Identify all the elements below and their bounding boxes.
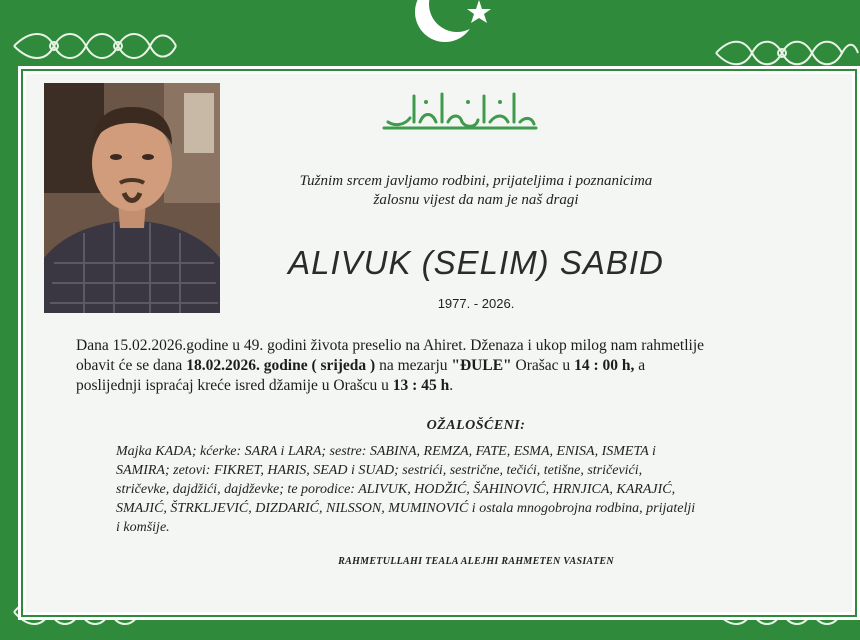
mourners-line: Majka KADA; kćerke: SARA i LARA; sestre: SABINA, REMZA, FATE, ESMA, ENISA, ISMETA i: [116, 444, 656, 459]
intro-text: [236, 172, 716, 210]
arabic-calligraphy-icon: [380, 88, 540, 134]
mourners-list: [116, 442, 822, 537]
funeral-date: 18.02.2026. godine ( srijeda ): [186, 357, 376, 374]
text-fragment: poslijednji ispraćaj kreće isred džamije u Orašcu u: [76, 377, 393, 394]
text-fragment: Orašac u: [511, 357, 575, 374]
crescent-star-icon: [405, 0, 515, 52]
corner-ornament-icon: [712, 36, 860, 70]
intro-line: Tužnim srcem javljamo rodbini, prijateljima i poznanicima: [299, 173, 653, 189]
mourners-line: SAMIRA; zetovi: FIKRET, HARIS, SEAD i SUAD; sestrići, sestrične, tečići, tetišne, stričevići,: [116, 463, 643, 478]
cemetery-name: "ĐULE": [451, 357, 512, 374]
text-fragment: obavit će se dana: [76, 357, 187, 374]
corner-ornament-icon: [10, 28, 180, 64]
announcement-text: [76, 336, 830, 396]
deceased-years: 1977. - 2026.: [437, 296, 515, 311]
portrait-photo: [44, 83, 220, 313]
mourners-line: SMAJIĆ, ŠTRKLJEVIĆ, DIZDARIĆ, NILSSON, MUMINOVIĆ i ostala mnogobrojna rodbina, prijatelji: [116, 501, 696, 516]
text-fragment: .: [449, 377, 454, 394]
announcement-line: [76, 356, 830, 376]
closing-prayer: RAHMETULLAHI TEALA ALEJHI RAHMETEN VASIATEN: [338, 556, 614, 567]
announcement-line: Dana 15.02.2026.godine u 49. godini života preselio na Ahiret. Dženaza i ukop milog nam rahmetlije: [76, 337, 705, 354]
mourners-line: stričevke, dajdžići, dajdževke; te porodice: ALIVUK, HODŽIĆ, ŠAHINOVIĆ, HRNJICA, KARAJIĆ,: [116, 482, 676, 497]
mourners-line: i komšije.: [116, 520, 170, 535]
deceased-name: ALIVUK (SELIM) SABID: [288, 244, 664, 281]
text-fragment: a: [634, 357, 646, 374]
funeral-time: 14 : 00 h,: [574, 357, 635, 374]
announcement-line: [76, 376, 830, 396]
text-fragment: na mezarju: [375, 357, 452, 374]
procession-time: 13 : 45 h: [392, 377, 450, 394]
intro-line: žalosnu vijest da nam je naš dragi: [373, 192, 579, 208]
mourners-title: OŽALOŠĆENI:: [426, 418, 526, 433]
